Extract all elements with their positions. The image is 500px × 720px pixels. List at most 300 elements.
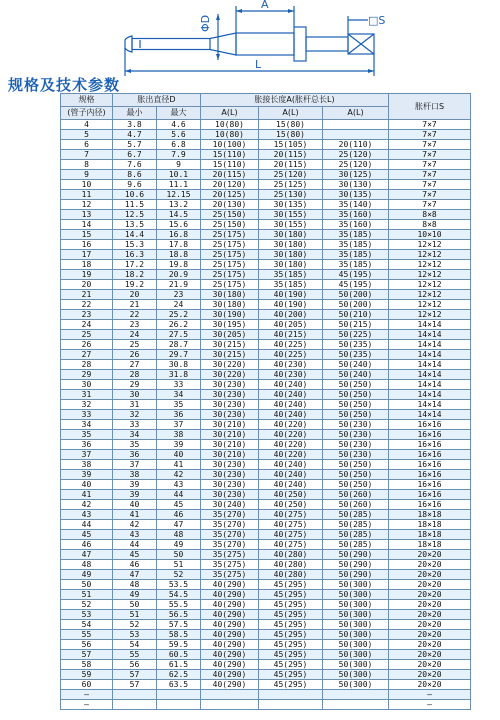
cell-s: 12×12 [389, 260, 471, 270]
cell-al2: 40(250) [259, 500, 323, 510]
cell-dmin: 39 [113, 480, 157, 490]
cell-al3: 50(300) [323, 640, 389, 650]
cell-dmax: 29.7 [157, 350, 201, 360]
cell-spec: 56 [61, 640, 113, 650]
cell-s: 14×14 [389, 350, 471, 360]
cell-spec: 7 [61, 150, 113, 160]
cell-al3: 35(185) [323, 260, 389, 270]
cell-al2: 30(180) [259, 240, 323, 250]
cell-spec: 35 [61, 430, 113, 440]
rod-tip [125, 36, 132, 52]
cell-al3: 50(235) [323, 350, 389, 360]
cell-dmax: 44 [157, 490, 201, 500]
dim-l-arrow-left [125, 69, 131, 73]
cell-dmin: 30 [113, 390, 157, 400]
cell-al1: 10(80) [201, 120, 259, 130]
cell-al1: 30(230) [201, 390, 259, 400]
cell-dmin: 18.2 [113, 270, 157, 280]
cell-al2: 40(275) [259, 510, 323, 520]
cell-dmin: 32 [113, 410, 157, 420]
cell-dmin: 57 [113, 680, 157, 690]
cell-dmin: 9.6 [113, 180, 157, 190]
cell-dmax: 38 [157, 430, 201, 440]
cell-spec: 31 [61, 390, 113, 400]
cell-dmin: 10.6 [113, 190, 157, 200]
cell-s: 12×12 [389, 280, 471, 290]
table-row [61, 310, 471, 320]
cell-dmax: 19.8 [157, 260, 201, 270]
cell-al1: 35(275) [201, 550, 259, 560]
cell-al3: 50(300) [323, 610, 389, 620]
cell-dmax: 9 [157, 160, 201, 170]
cell-al2: 40(220) [259, 430, 323, 440]
cell-spec: 49 [61, 570, 113, 580]
cell-dmin: 8.6 [113, 170, 157, 180]
cell-al1: 25(175) [201, 230, 259, 240]
table-row [61, 430, 471, 440]
cell-s: 16×16 [389, 430, 471, 440]
table-row [61, 230, 471, 240]
cell-dmax: 12.15 [157, 190, 201, 200]
cell-dmax: 25.2 [157, 310, 201, 320]
cell-al3: 50(250) [323, 390, 389, 400]
cell-al2: 40(225) [259, 350, 323, 360]
cell-s: 20×20 [389, 650, 471, 660]
cell-al3: 50(230) [323, 430, 389, 440]
cell-dmin: 46 [113, 560, 157, 570]
cell-s: 14×14 [389, 380, 471, 390]
table-row [61, 130, 471, 140]
dim-d-arrow-top [216, 14, 220, 20]
cell-spec: 51 [61, 590, 113, 600]
cell-s: 20×20 [389, 600, 471, 610]
cell-al1: 30(230) [201, 460, 259, 470]
cell-dmin: 45 [113, 550, 157, 560]
table-row [61, 320, 471, 330]
cell-al2: 40(220) [259, 440, 323, 450]
header-al3: A(L) [323, 107, 389, 120]
cell-al2: 40(230) [259, 360, 323, 370]
cell-spec: 50 [61, 580, 113, 590]
cell-dmax: 28.7 [157, 340, 201, 350]
cell-dmax: 47 [157, 520, 201, 530]
cell-al1: 40(290) [201, 600, 259, 610]
cell-s: 20×20 [389, 580, 471, 590]
dim-d-label: ΦD [199, 14, 212, 32]
cell-al3: 50(300) [323, 590, 389, 600]
table-row [61, 590, 471, 600]
cell-s: 12×12 [389, 250, 471, 260]
cell-al3: 45(195) [323, 280, 389, 290]
cell-al1: 30(220) [201, 360, 259, 370]
cell-spec: 17 [61, 250, 113, 260]
cell-al1: 30(230) [201, 480, 259, 490]
cell-s: 7×7 [389, 170, 471, 180]
cell-spec: 19 [61, 270, 113, 280]
cell-al2: 35(185) [259, 280, 323, 290]
cell-al1: 40(290) [201, 630, 259, 640]
cell-dmax: 56.5 [157, 610, 201, 620]
cell-al1: 25(150) [201, 220, 259, 230]
cell-al2: 40(200) [259, 310, 323, 320]
cell-spec: 25 [61, 330, 113, 340]
table-row [61, 160, 471, 170]
cell-dmin: 52 [113, 620, 157, 630]
cell-dmax: 26.2 [157, 320, 201, 330]
cell-al1: 30(230) [201, 380, 259, 390]
cell-al3: 35(140) [323, 200, 389, 210]
cell-al2: 30(155) [259, 210, 323, 220]
header-spec: 规格 [61, 94, 113, 107]
cell-dmin [113, 700, 157, 710]
cell-al3: 35(185) [323, 240, 389, 250]
cell-al2: 40(280) [259, 550, 323, 560]
cell-al1: 30(215) [201, 340, 259, 350]
cell-al3: 50(200) [323, 290, 389, 300]
table-row [61, 410, 471, 420]
table-row [61, 140, 471, 150]
cell-s: 12×12 [389, 310, 471, 320]
cell-s: 7×7 [389, 180, 471, 190]
cell-dmax: 24 [157, 300, 201, 310]
cell-al1: 15(110) [201, 150, 259, 160]
cell-al2: 40(240) [259, 460, 323, 470]
cell-s: 14×14 [389, 330, 471, 340]
cell-dmin: 54 [113, 640, 157, 650]
cell-s: 7×7 [389, 200, 471, 210]
table-row [61, 680, 471, 690]
cell-dmax: 60.5 [157, 650, 201, 660]
cell-al1: 25(150) [201, 210, 259, 220]
cell-al3: 50(250) [323, 480, 389, 490]
cell-s: 20×20 [389, 660, 471, 670]
cell-s: 7×7 [389, 150, 471, 160]
cell-al1: 25(175) [201, 240, 259, 250]
cell-s: 16×16 [389, 450, 471, 460]
cell-al3: 50(285) [323, 520, 389, 530]
cell-al3: 50(225) [323, 330, 389, 340]
table-row [61, 190, 471, 200]
cell-s: 20×20 [389, 550, 471, 560]
cell-s: 8×8 [389, 220, 471, 230]
table-row [61, 610, 471, 620]
cell-spec: 46 [61, 540, 113, 550]
cell-al3: 50(230) [323, 440, 389, 450]
header-diameter: 胀出直径D [113, 94, 201, 107]
cell-al3: 50(240) [323, 370, 389, 380]
cell-al2: 40(230) [259, 370, 323, 380]
cell-al2: 40(225) [259, 340, 323, 350]
rod-collar [294, 27, 306, 61]
cell-spec: 34 [61, 420, 113, 430]
cell-s: 14×14 [389, 410, 471, 420]
cell-s: 10×10 [389, 230, 471, 240]
cell-dmax: 63.5 [157, 680, 201, 690]
cell-dmax: 41 [157, 460, 201, 470]
cell-dmax: 45 [157, 500, 201, 510]
cell-dmax: 6.8 [157, 140, 201, 150]
cell-s: – [389, 690, 471, 700]
cell-al3 [323, 120, 389, 130]
cell-al2: 15(80) [259, 130, 323, 140]
cell-al3: 50(300) [323, 660, 389, 670]
rod-thin-shaft [132, 39, 210, 50]
cell-dmin [113, 690, 157, 700]
table-row [61, 640, 471, 650]
cell-spec: 9 [61, 170, 113, 180]
cell-dmin: 55 [113, 650, 157, 660]
table-row [61, 520, 471, 530]
cell-al2: 15(80) [259, 120, 323, 130]
cell-s: 8×8 [389, 210, 471, 220]
cell-al1: 20(120) [201, 180, 259, 190]
cell-dmax: 27.5 [157, 330, 201, 340]
cell-al1: 40(290) [201, 650, 259, 660]
cell-spec: 18 [61, 260, 113, 270]
cell-al2: 25(130) [259, 190, 323, 200]
cell-s: 20×20 [389, 590, 471, 600]
cell-s: 20×20 [389, 670, 471, 680]
cell-spec: 60 [61, 680, 113, 690]
cell-al3: 50(290) [323, 560, 389, 570]
cell-spec: 24 [61, 320, 113, 330]
cell-spec: 16 [61, 240, 113, 250]
table-row [61, 270, 471, 280]
cell-dmin: 33 [113, 420, 157, 430]
cell-dmax: 18.8 [157, 250, 201, 260]
cell-al3: 25(120) [323, 160, 389, 170]
table-row [61, 370, 471, 380]
cell-dmin: 28 [113, 370, 157, 380]
cell-al2: 25(125) [259, 180, 323, 190]
cell-s: 18×18 [389, 510, 471, 520]
table-row [61, 290, 471, 300]
table-row [61, 220, 471, 230]
cell-spec: 38 [61, 460, 113, 470]
cell-al1: 25(175) [201, 280, 259, 290]
cell-al1: 25(175) [201, 250, 259, 260]
cell-dmin: 44 [113, 540, 157, 550]
cell-spec: 4 [61, 120, 113, 130]
cell-al1: 40(290) [201, 670, 259, 680]
cell-al3: 50(300) [323, 650, 389, 660]
cell-spec: 52 [61, 600, 113, 610]
cell-al1: 30(210) [201, 420, 259, 430]
cell-dmin: 56 [113, 660, 157, 670]
cell-dmin: 23 [113, 320, 157, 330]
cell-spec: 10 [61, 180, 113, 190]
cell-spec: 44 [61, 520, 113, 530]
cell-al1: 10(80) [201, 130, 259, 140]
table-row [61, 510, 471, 520]
dim-a-label: A [261, 0, 269, 11]
cell-dmax: 55.5 [157, 600, 201, 610]
cell-dmax: 7.9 [157, 150, 201, 160]
rod-mid-section [236, 33, 294, 55]
cell-al3: 35(185) [323, 230, 389, 240]
table-row [61, 560, 471, 570]
cell-al2: 45(295) [259, 640, 323, 650]
table-row [61, 530, 471, 540]
cell-al3: 50(235) [323, 340, 389, 350]
cell-spec: 43 [61, 510, 113, 520]
cell-al2: 30(135) [259, 200, 323, 210]
cell-al2: 40(215) [259, 330, 323, 340]
dim-a-arrow-right [288, 9, 294, 13]
cell-s: 7×7 [389, 130, 471, 140]
cell-al3: 50(250) [323, 400, 389, 410]
cell-al3: 35(160) [323, 220, 389, 230]
cell-al1: 35(275) [201, 570, 259, 580]
cell-dmax [157, 690, 201, 700]
table-row [61, 630, 471, 640]
dim-d-arrow-bottom [216, 54, 220, 60]
cell-dmax: 30.8 [157, 360, 201, 370]
cell-s: 12×12 [389, 240, 471, 250]
table-row [61, 340, 471, 350]
cell-al1: 40(290) [201, 610, 259, 620]
cell-al3: 50(300) [323, 680, 389, 690]
cell-al2: 40(190) [259, 290, 323, 300]
cell-al2: 45(295) [259, 600, 323, 610]
cell-al2: 40(190) [259, 300, 323, 310]
cell-dmin: 16.3 [113, 250, 157, 260]
cell-dmin: 50 [113, 600, 157, 610]
cell-dmin: 57 [113, 670, 157, 680]
table-row [61, 470, 471, 480]
cell-al2: 45(295) [259, 610, 323, 620]
spec-table [60, 93, 471, 710]
cell-s: 16×16 [389, 480, 471, 490]
table-row [61, 480, 471, 490]
cell-spec: 11 [61, 190, 113, 200]
table-header-row-1 [61, 94, 471, 107]
table-row [61, 400, 471, 410]
cell-al2: 20(115) [259, 150, 323, 160]
cell-s: 14×14 [389, 320, 471, 330]
cell-al2: 30(180) [259, 260, 323, 270]
cell-spec: 12 [61, 200, 113, 210]
cell-al2: 40(240) [259, 480, 323, 490]
cell-spec: 32 [61, 400, 113, 410]
cell-dmax: 35 [157, 400, 201, 410]
header-length: 胀接长度A(胀杆总长L) [201, 94, 389, 107]
cell-al1: 30(210) [201, 440, 259, 450]
cell-al1: 30(230) [201, 490, 259, 500]
cell-al3: 45(195) [323, 270, 389, 280]
cell-dmin: 40 [113, 500, 157, 510]
cell-dmin: 36 [113, 450, 157, 460]
table-row [61, 550, 471, 560]
cell-dmax: 59.5 [157, 640, 201, 650]
cell-dmax: 54.5 [157, 590, 201, 600]
cell-al1: 30(195) [201, 320, 259, 330]
cell-al2: 40(280) [259, 560, 323, 570]
cell-dmin: 7.6 [113, 160, 157, 170]
cell-dmin: 34 [113, 430, 157, 440]
cell-al2: 35(185) [259, 270, 323, 280]
cell-al1: 40(290) [201, 660, 259, 670]
cell-dmin: 24 [113, 330, 157, 340]
cell-spec: 37 [61, 450, 113, 460]
cell-al1: 30(230) [201, 410, 259, 420]
cell-spec: 26 [61, 340, 113, 350]
cell-al1: 20(125) [201, 190, 259, 200]
cell-al1: 40(290) [201, 580, 259, 590]
table-row [61, 280, 471, 290]
cell-spec: 54 [61, 620, 113, 630]
cell-s: 12×12 [389, 300, 471, 310]
cell-al1: 30(220) [201, 370, 259, 380]
cell-al1: 35(270) [201, 540, 259, 550]
cell-s: 20×20 [389, 570, 471, 580]
cell-dmin: 5.7 [113, 140, 157, 150]
cell-dmax: 43 [157, 480, 201, 490]
cell-dmax: 16.8 [157, 230, 201, 240]
cell-spec: 47 [61, 550, 113, 560]
cell-al2 [259, 690, 323, 700]
cell-dmax: 33 [157, 380, 201, 390]
cell-spec: 20 [61, 280, 113, 290]
cell-s: 20×20 [389, 610, 471, 620]
cell-al3: 50(300) [323, 670, 389, 680]
table-row [61, 240, 471, 250]
cell-s: 20×20 [389, 640, 471, 650]
cell-al1: 30(205) [201, 330, 259, 340]
cell-dmax: 48 [157, 530, 201, 540]
cell-dmin: 53 [113, 630, 157, 640]
dim-s-label: □S [368, 14, 386, 27]
table-row [61, 420, 471, 430]
cell-s: 20×20 [389, 630, 471, 640]
cell-al3: 50(260) [323, 500, 389, 510]
cell-al3: 50(300) [323, 600, 389, 610]
table-row [61, 450, 471, 460]
cell-spec: 15 [61, 230, 113, 240]
cell-dmax: 36 [157, 410, 201, 420]
cell-al3: 50(285) [323, 530, 389, 540]
cell-al3: 25(120) [323, 150, 389, 160]
cell-dmax: 11.1 [157, 180, 201, 190]
cell-dmin: 27 [113, 360, 157, 370]
cell-spec: – [61, 690, 113, 700]
table-row [61, 650, 471, 660]
cell-al2: 40(250) [259, 490, 323, 500]
cell-al1: 30(180) [201, 290, 259, 300]
dim-l-arrow-right [368, 69, 374, 73]
cell-al2: 40(275) [259, 520, 323, 530]
cell-dmax: 62.5 [157, 670, 201, 680]
cell-spec: 14 [61, 220, 113, 230]
cell-dmax: 21.9 [157, 280, 201, 290]
table-row [61, 660, 471, 670]
cell-al1 [201, 690, 259, 700]
header-s: 胀杆口S [389, 94, 471, 120]
cell-dmin: 29 [113, 380, 157, 390]
cell-al1: 20(115) [201, 170, 259, 180]
cell-al1: 35(270) [201, 510, 259, 520]
cell-dmax: 57.5 [157, 620, 201, 630]
cell-al1: 35(270) [201, 520, 259, 530]
cell-dmax: 39 [157, 440, 201, 450]
cell-al2: 40(275) [259, 540, 323, 550]
cell-dmax: 5.6 [157, 130, 201, 140]
table-row [61, 670, 471, 680]
cell-dmin: 37 [113, 460, 157, 470]
table-row [61, 460, 471, 470]
table-row [61, 120, 471, 130]
cell-dmin: 38 [113, 470, 157, 480]
